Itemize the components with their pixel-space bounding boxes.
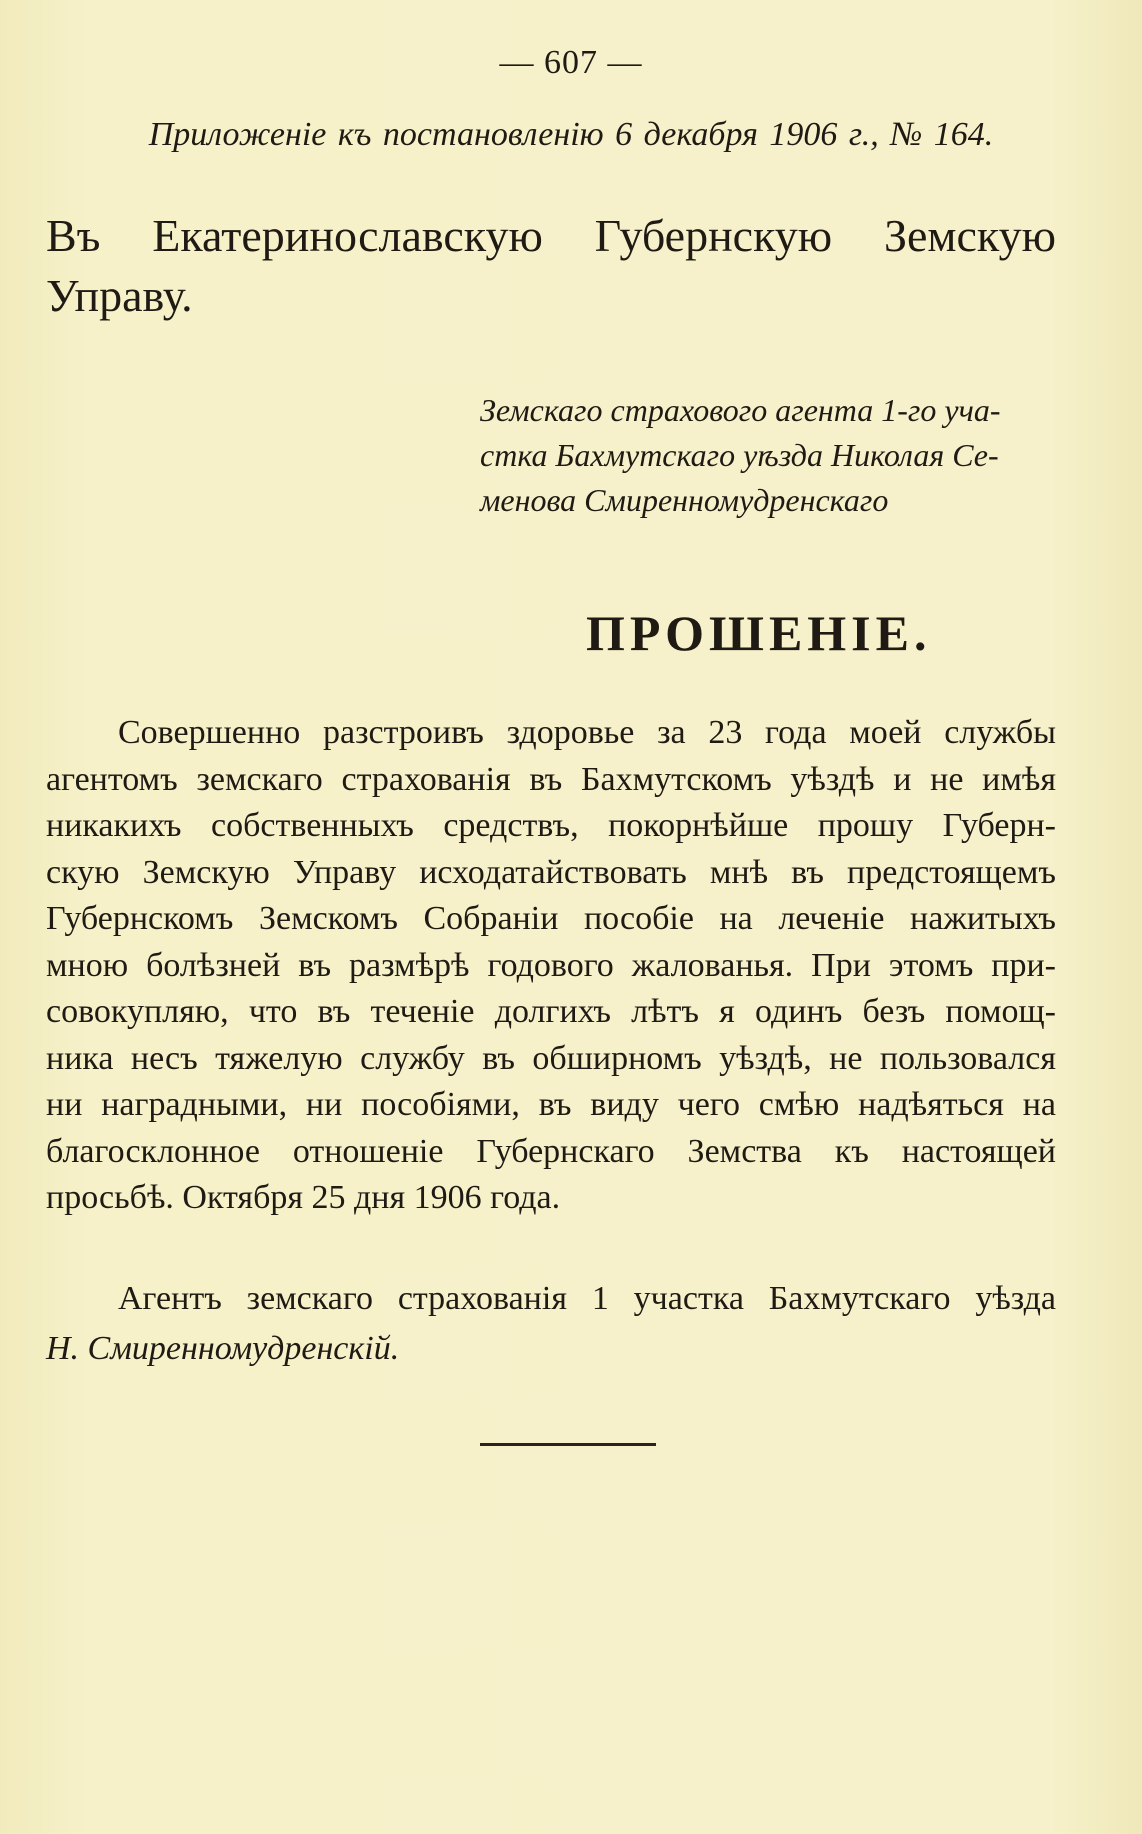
appendix-note: Приложеніе къ постановленію 6 декабря 1906 г., № 164. [148,116,994,153]
signature-name: Н. Смиренномудренскій. [46,1330,400,1367]
addressee-heading: Въ Екатеринославскую Губернскую Земскую Управу. [46,210,1056,321]
body-line: Совершенно разстроивъ здоровье за 23 года моей службы [118,714,1056,751]
sender-line: Земскаго страхового агента 1-го уча- [480,392,1001,428]
body-line: мною болѣзней въ размѣрѣ годового жалованья. При этомъ при- [46,946,1056,984]
body-line: ника несъ тяжелую службу въ обширномъ уѣздѣ, не пользовался [46,1039,1056,1077]
sender-line: менова Смиренномудренскаго [480,482,889,518]
petition-body [46,710,1056,1222]
body-line: скую Земскую Управу исходатайствовать мнѣ въ предстоящемъ [46,853,1056,891]
body-line: благосклонное отношеніе Губернскаго Земства къ настоящей [46,1132,1056,1170]
body-line: ни наградными, ни пособіями, въ виду чего смѣю надѣяться на [46,1086,1056,1123]
signature-title: Агентъ земскаго страхованія 1 участка Бахмутскаго уѣзда [118,1280,1056,1317]
closing-rule [480,1443,656,1446]
sender-line: стка Бахмутскаго уѣзда Николая Се- [480,437,999,473]
body-line: агентомъ земскаго страхованія въ Бахмутскомъ уѣздѣ и не имѣя [46,760,1056,798]
body-line: Губернскомъ Земскомъ Собраніи пособіе на леченіе нажитыхъ [46,900,1056,937]
body-line: никакихъ собственныхъ средствъ, покорнѣйше прошу Губерн- [46,807,1056,844]
body-line: совокупляю, что въ теченіе долгихъ лѣтъ я одинъ безъ помощ- [46,993,1056,1030]
body-line: просьбѣ. Октября 25 дня 1906 года. [46,1179,561,1216]
page-number: — 607 — [499,44,643,81]
petition-title: ПРОШЕНІЕ. [586,605,932,661]
sender-block [480,388,1058,523]
signature-block [46,1274,1056,1374]
